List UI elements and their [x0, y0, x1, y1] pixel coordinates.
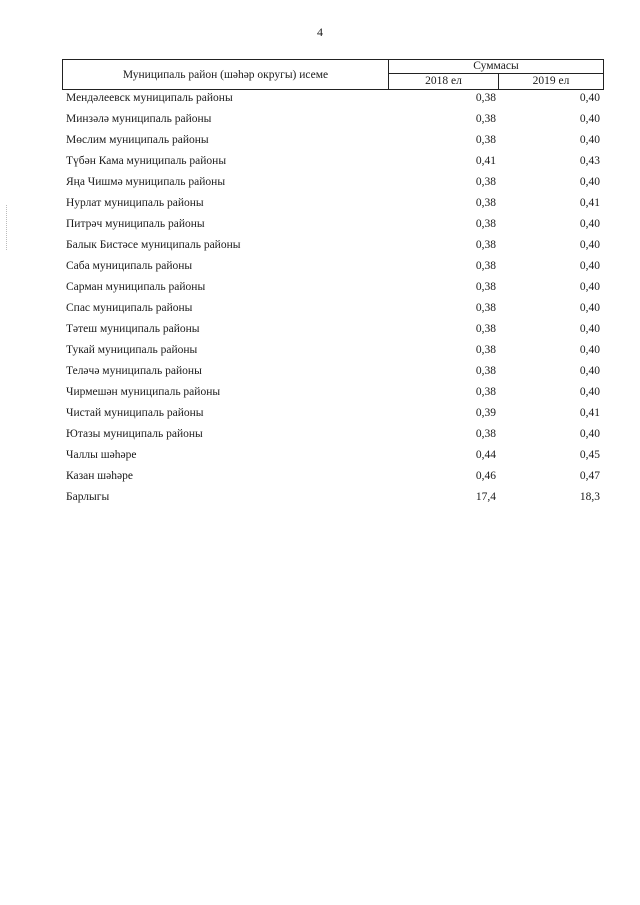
- row-value-2018: 0,46: [475, 470, 496, 482]
- row-value-2019: 0,41: [579, 407, 600, 419]
- table-row: [0, 279, 640, 300]
- row-name: Яңа Чишмә муниципаль районы: [66, 176, 226, 188]
- row-value-2019: 0,40: [579, 323, 600, 335]
- row-value-2018: 0,38: [475, 323, 496, 335]
- table-row: [0, 195, 640, 216]
- row-value-2019: 0,41: [579, 197, 600, 209]
- row-value-2019: 0,40: [579, 260, 600, 272]
- row-value-2019: 0,40: [579, 365, 600, 377]
- row-name: Чистай муниципаль районы: [66, 407, 204, 419]
- row-value-2019: 0,47: [579, 470, 600, 482]
- table-row: [0, 90, 640, 111]
- table-row: [0, 258, 640, 279]
- row-value-2018: 0,38: [475, 428, 496, 440]
- header-year-2019: 2019 ел: [532, 75, 570, 87]
- row-value-2019: 0,40: [579, 302, 600, 314]
- page-number: 4: [317, 25, 323, 39]
- row-name: Ютазы муниципаль районы: [66, 428, 203, 440]
- row-value-2019: 0,40: [579, 386, 600, 398]
- table-row: [0, 132, 640, 153]
- table-row: [0, 321, 640, 342]
- row-value-2018: 0,39: [475, 407, 496, 419]
- table-row: [0, 447, 640, 468]
- row-value-2019: 0,40: [579, 344, 600, 356]
- row-name: Тукай муниципаль районы: [66, 344, 198, 356]
- table-body: [0, 90, 640, 510]
- table-row: [0, 153, 640, 174]
- table-row: [0, 300, 640, 321]
- header-year-2018: 2018 ел: [389, 74, 499, 89]
- row-name: Минзәлә муниципаль районы: [66, 113, 212, 125]
- row-value-2018: 0,38: [475, 365, 496, 377]
- row-value-2018: 0,38: [475, 281, 496, 293]
- row-value-2018: 0,38: [475, 218, 496, 230]
- header-name-column: Муниципаль район (шәһәр округы) исеме: [63, 60, 389, 89]
- row-value-2018: 0,41: [475, 155, 496, 167]
- table-row: [0, 405, 640, 426]
- row-value-2018: 0,38: [475, 239, 496, 251]
- row-name: Казан шәһәре: [66, 470, 133, 482]
- row-name: Чирмешән муниципаль районы: [66, 386, 221, 398]
- row-value-2018: 0,38: [475, 197, 496, 209]
- row-value-2018: 0,44: [475, 449, 496, 461]
- row-value-2019: 0,40: [579, 176, 600, 188]
- row-name: Нурлат муниципаль районы: [66, 197, 204, 209]
- row-value-2018: 0,38: [475, 302, 496, 314]
- row-value-2018: 0,38: [475, 260, 496, 272]
- table-row: [0, 384, 640, 405]
- table-row: [0, 342, 640, 363]
- row-value-2019: 0,43: [579, 155, 600, 167]
- row-value-2019: 0,40: [579, 428, 600, 440]
- row-name: Түбән Кама муниципаль районы: [66, 155, 227, 167]
- row-value-2019: 0,40: [579, 134, 600, 146]
- row-value-2019: 0,40: [579, 218, 600, 230]
- row-name: Саба муниципаль районы: [66, 260, 193, 272]
- table-row: [0, 216, 640, 237]
- row-name: Теләчә муниципаль районы: [66, 365, 202, 377]
- row-value-2018: 0,38: [475, 344, 496, 356]
- row-name: Балык Бистәсе муниципаль районы: [66, 239, 241, 251]
- row-value-2019: 0,40: [579, 281, 600, 293]
- row-value-2019: 0,40: [579, 239, 600, 251]
- row-value-2018: 0,38: [475, 386, 496, 398]
- row-name: Спас муниципаль районы: [66, 302, 193, 314]
- row-value-2018: 0,38: [475, 134, 496, 146]
- table-row: [0, 468, 640, 489]
- header-sum-column: Суммасы: [389, 60, 603, 74]
- table-row: [0, 363, 640, 384]
- row-value-2018: 0,38: [475, 113, 496, 125]
- row-value-2019: 0,40: [579, 113, 600, 125]
- row-value-2019: 0,45: [579, 449, 600, 461]
- table-row: [0, 174, 640, 195]
- row-name: Барлыгы: [66, 491, 110, 503]
- row-value-2019: 18,3: [579, 491, 600, 503]
- row-value-2018: 0,38: [475, 176, 496, 188]
- row-name: Мөслим муниципаль районы: [66, 134, 209, 146]
- table-row: [0, 426, 640, 447]
- row-name: Чаллы шәһәре: [66, 449, 137, 461]
- table-header: [62, 59, 604, 90]
- row-value-2018: 17,4: [475, 491, 496, 503]
- row-name: Мендәлеевск муниципаль районы: [66, 92, 233, 104]
- table-row: [0, 489, 640, 510]
- table-row: [0, 111, 640, 132]
- row-name: Питрәч муниципаль районы: [66, 218, 205, 230]
- row-value-2019: 0,40: [579, 92, 600, 104]
- row-name: Сарман муниципаль районы: [66, 281, 206, 293]
- row-value-2018: 0,38: [475, 92, 496, 104]
- table-row: [0, 237, 640, 258]
- row-name: Тәтеш муниципаль районы: [66, 323, 200, 335]
